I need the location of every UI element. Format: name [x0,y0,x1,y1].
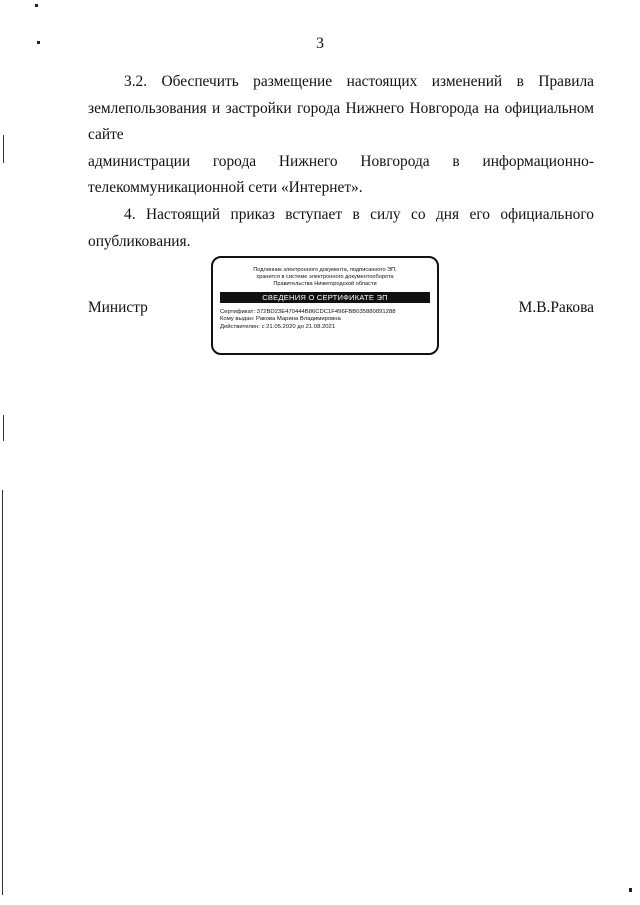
signature-position: Министр [88,299,148,316]
stamp-certificate: Сертификат: 372BD23E470444B86CDC1F496FBB035880891288 [220,309,396,315]
paragraph-3-2-text-4: телекоммуникационной сети «Интернет». [88,179,363,197]
paragraph-3-2-line-1 [88,69,594,96]
scan-edge-line-2 [3,415,4,441]
paragraph-4-text-1: 4. Настоящий приказ вступает в силу со дня его официального [124,205,594,223]
stamp-header [220,267,430,288]
stamp-header-line-2: хранится в системе электронного документооборота [256,274,394,280]
scan-edge-line-3 [2,490,3,895]
paragraph-3-2-line-2 [88,96,594,149]
document-body [88,69,594,255]
stamp-issued-to: Кому выдан: Ракова Марина Владимировна [220,316,341,323]
scan-mark-bottom [629,888,632,892]
paragraph-4-text-2: опубликования. [88,232,191,250]
electronic-signature-stamp [211,256,439,355]
stamp-details [220,309,430,331]
paragraph-3-2-line-4 [88,175,594,202]
signature-name: М.В.Ракова [518,299,594,316]
stamp-header-line-1: Подлинник электронного документа, подписанного ЭП, [253,267,397,273]
paragraph-3-2-text-3: администрации города Нижнего Новгорода в информационно- [88,152,594,170]
stamp-title-bar: СВЕДЕНИЯ О СЕРТИФИКАТЕ ЭП [220,292,430,303]
stamp-header-line-3: Правительства Нижегородской области [273,281,377,287]
paragraph-3-2-text-1: 3.2. Обеспечить размещение настоящих изменений в Правила [124,73,594,90]
stamp-valid: Действителен: с 21.05.2020 до 21.08.2021 [220,323,336,330]
scan-mark-top [35,4,38,7]
paragraph-4-line-1 [88,202,594,229]
paragraph-3-2-text-2: землепользования и застройки города Нижнего Новгорода на официальном сайте [88,99,594,144]
scan-edge-line-1 [3,135,4,163]
page-number: 3 [316,35,324,52]
paragraph-4-line-2 [88,229,594,256]
paragraph-3-2-line-3 [88,149,594,176]
